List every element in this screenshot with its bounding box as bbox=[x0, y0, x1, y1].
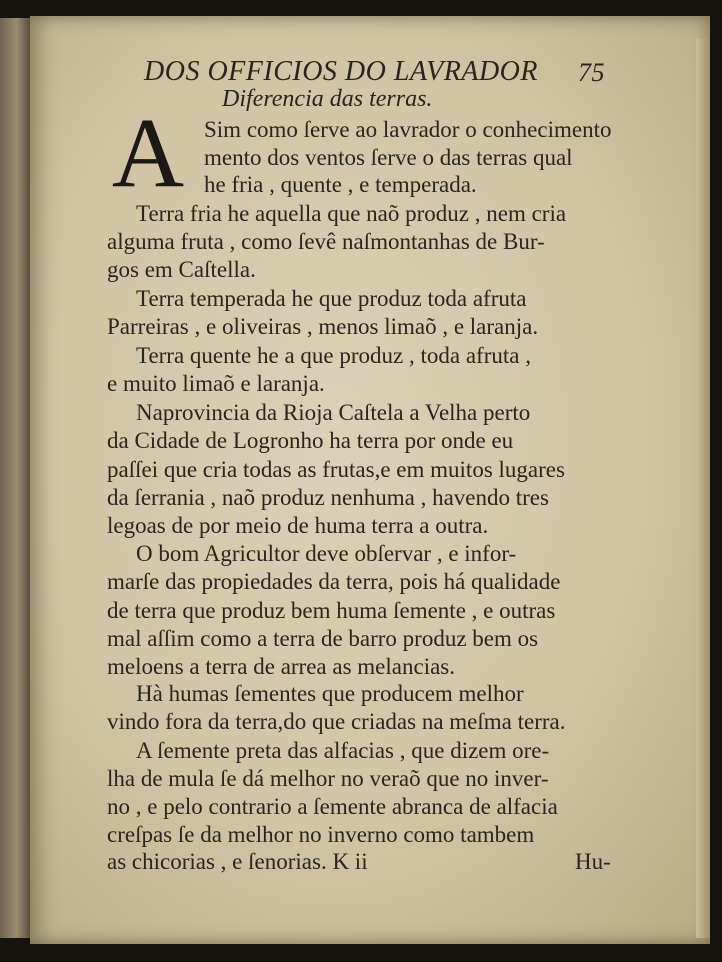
text-line: paſſei que cria todas as frutas,e em muitos lugares bbox=[107, 457, 565, 482]
drop-capital: A bbox=[111, 97, 185, 208]
text-line: gos em Caſtella. bbox=[107, 257, 256, 282]
text-line: marſe das propiedades da terra, pois há qualidade bbox=[107, 569, 561, 594]
text-line: Naprovincia da Rioja Caſtela a Velha perto bbox=[136, 400, 531, 425]
text-line: he fria , quente , e temperada. bbox=[204, 172, 477, 197]
section-heading: Diferencia das terras. bbox=[222, 86, 433, 112]
text-line: Parreiras , e oliveiras , menos limaõ , e laranja. bbox=[107, 314, 539, 339]
running-title: DOS OFFICIOS DO LAVRADOR bbox=[144, 56, 538, 87]
page-number: 75 bbox=[578, 58, 605, 87]
facing-page-edge bbox=[0, 18, 30, 938]
text-line: mento dos ventos ſerve o das terras qual bbox=[204, 145, 573, 170]
text-line: da ſerrania , naõ produz nenhuma , havendo tres bbox=[107, 485, 549, 510]
text-line: mal aſſim como a terra de barro produz bem os bbox=[107, 626, 539, 651]
text-line: Terra fria he aquella que naõ produz , nem cria bbox=[136, 201, 567, 226]
text-line: legoas de por meio de huma terra a outra. bbox=[107, 513, 489, 538]
text-line: Terra quente he a que produz , toda afruta , bbox=[136, 343, 531, 368]
text-line: vindo fora da terra,do que criadas na meſma terra. bbox=[107, 709, 566, 734]
text-line: as chicorias , e ſenorias. K ii bbox=[107, 849, 368, 874]
text-line: Sim como ſerve ao lavrador o conhecimento bbox=[204, 117, 612, 142]
text-line: e muito limaõ e laranja. bbox=[107, 371, 325, 396]
text-line: no , e pelo contrario a ſemente abranca de alfacia bbox=[107, 794, 558, 819]
text-line: lha de mula ſe dá melhor no veraõ que no inver- bbox=[107, 766, 549, 791]
text-line: Hà humas ſementes que producem melhor bbox=[136, 681, 524, 706]
catchword: Hu- bbox=[575, 849, 611, 874]
text-line: creſpas ſe da melhor no inverno como tambem bbox=[107, 822, 535, 847]
text-line: de terra que produz bem huma ſemente , e outras bbox=[107, 598, 556, 623]
text-line: A ſemente preta das alfacias , que dizem ore- bbox=[136, 738, 550, 763]
page-fore-edge bbox=[696, 38, 710, 938]
text-line: meloens a terra de arrea as melancias. bbox=[107, 654, 455, 679]
text-line: O bom Agricultor deve obſervar , e infor- bbox=[136, 541, 517, 566]
text-line: da Cidade de Logronho ha terra por onde eu bbox=[107, 428, 514, 453]
text-line: Terra temperada he que produz toda afruta bbox=[136, 286, 527, 311]
text-line: alguma fruta , como ſevê naſmontanhas de Bur- bbox=[107, 229, 545, 254]
